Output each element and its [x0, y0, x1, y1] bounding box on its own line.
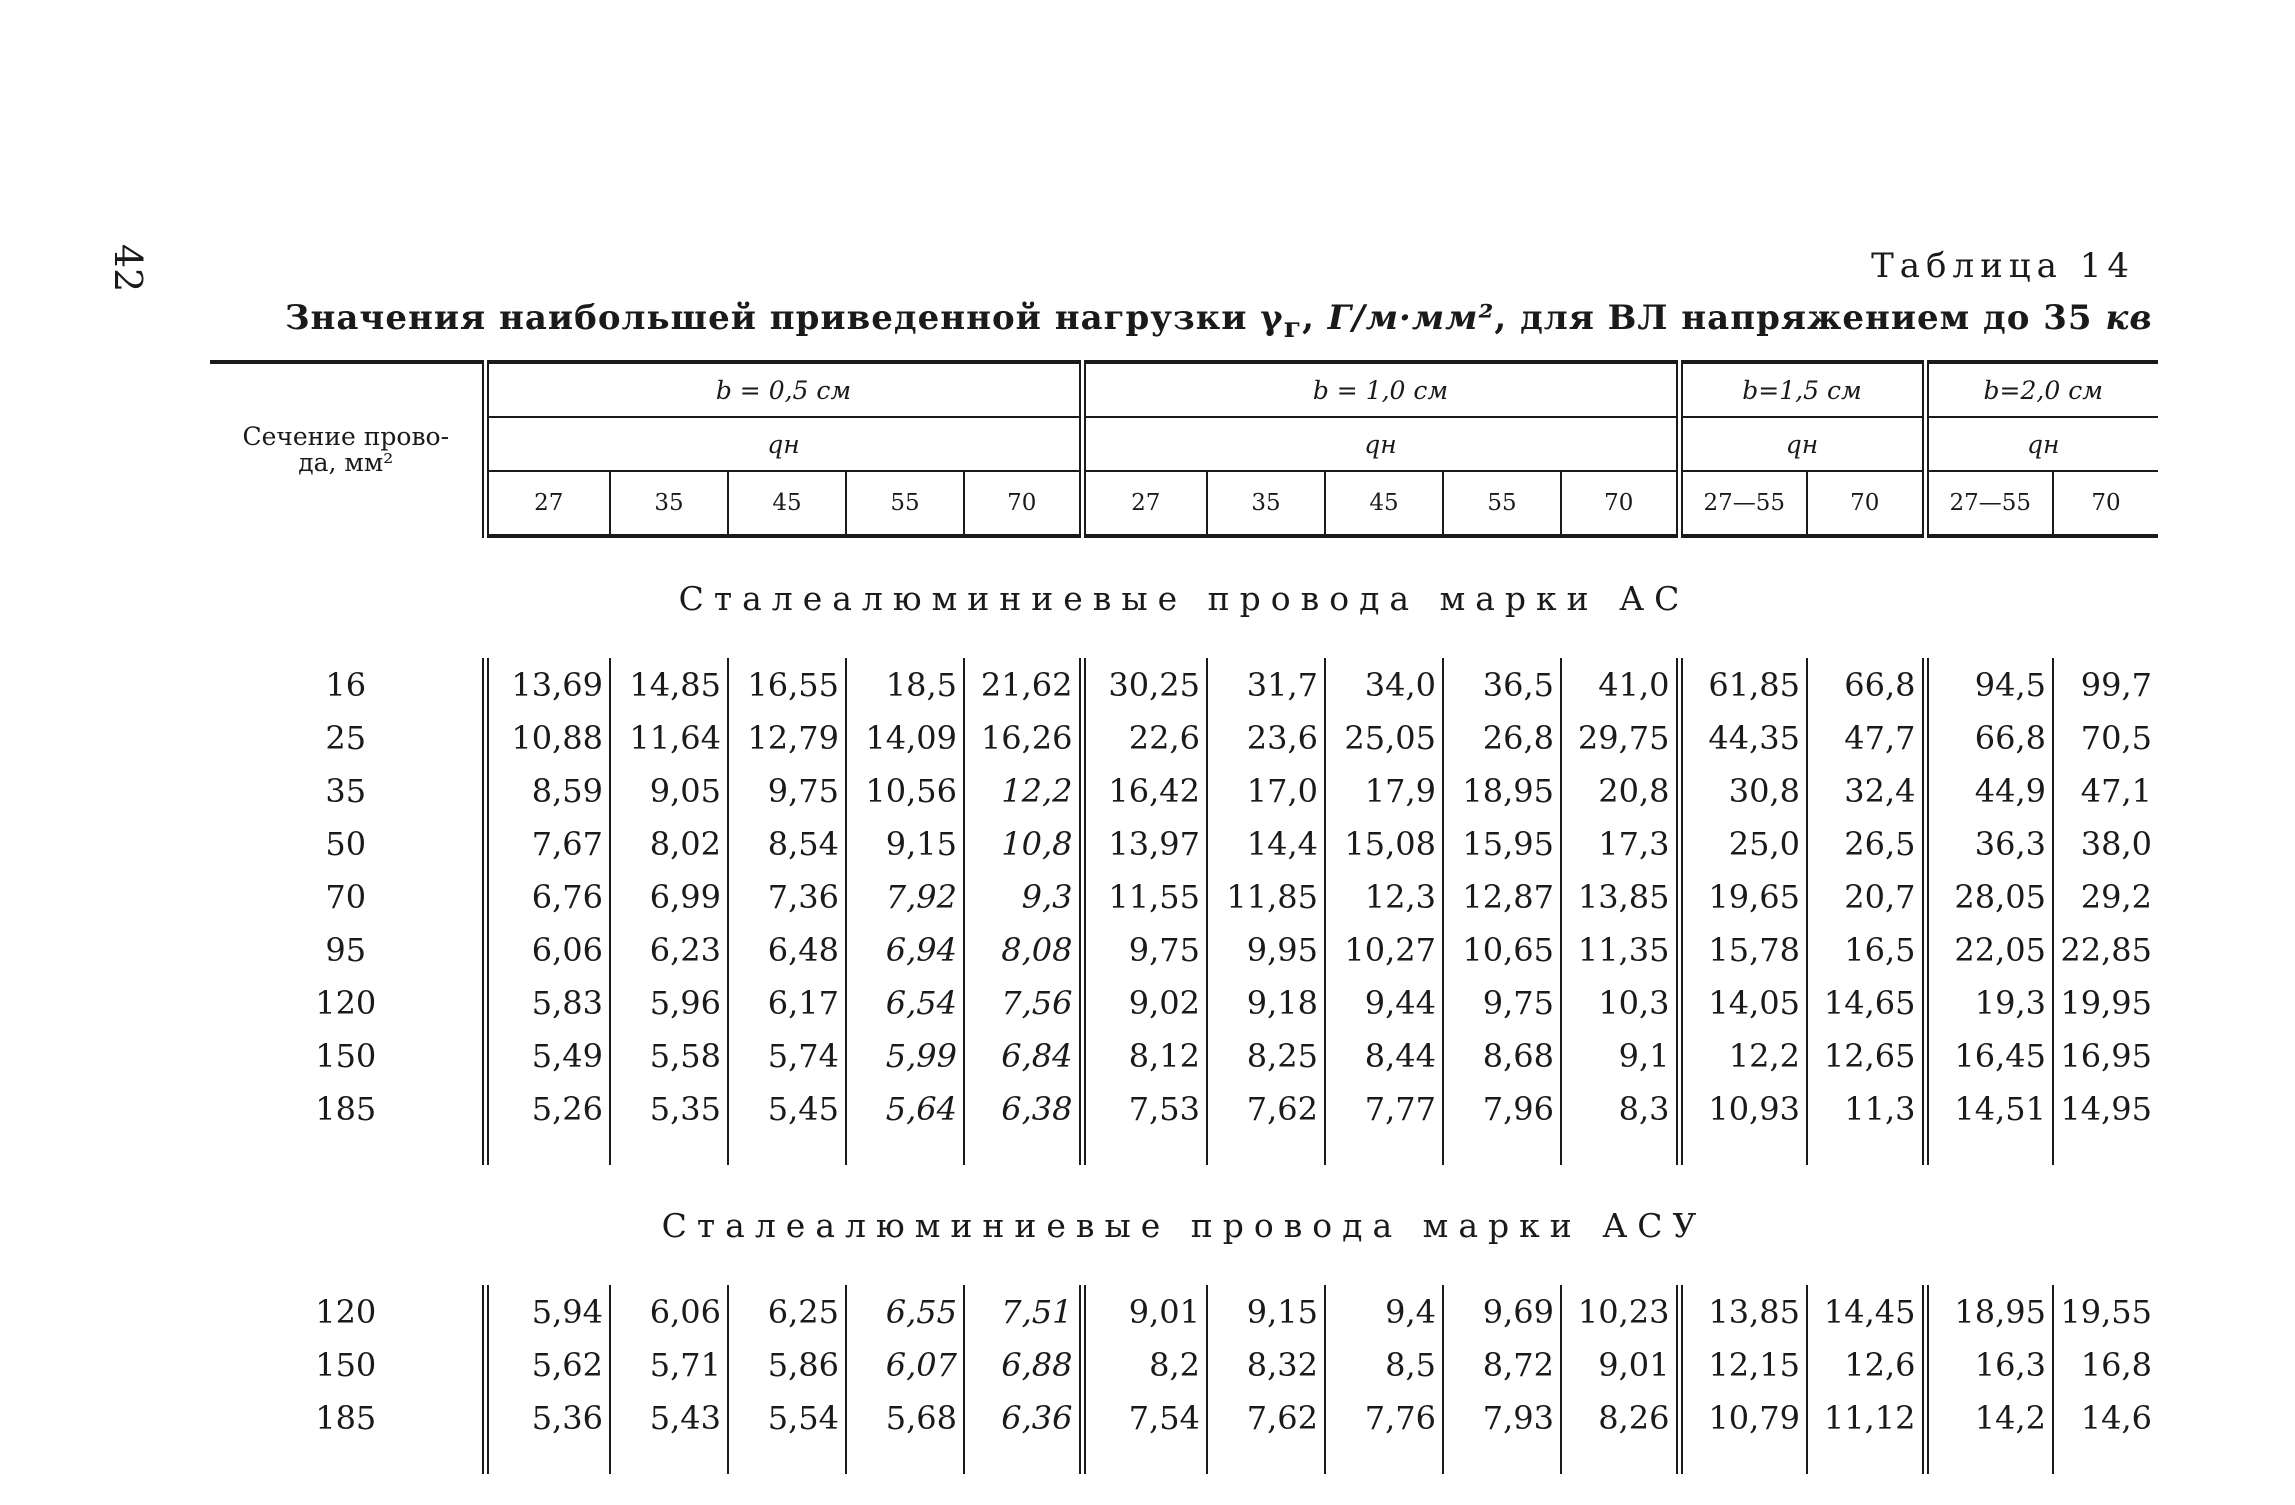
- subcol-header: 70: [1561, 471, 1679, 536]
- section-size-cell: 150: [315, 1345, 377, 1384]
- value-cell: 12,6: [1807, 1338, 1925, 1391]
- value-cell: 16,55: [728, 658, 846, 711]
- value-cell: 19,55: [2053, 1285, 2158, 1338]
- value-cell: 17,0: [1207, 764, 1325, 817]
- value-cell: 5,35: [610, 1082, 728, 1135]
- value-cell: 8,72: [1443, 1338, 1561, 1391]
- load-table: [210, 360, 2158, 1474]
- value-cell: 8,68: [1443, 1029, 1561, 1082]
- value-cell: 7,92: [846, 870, 964, 923]
- value-cell: 6,38: [964, 1082, 1082, 1135]
- value-cell: 8,02: [610, 817, 728, 870]
- subcol-header: 35: [610, 471, 728, 536]
- value-cell: 6,25: [728, 1285, 846, 1338]
- header-row-values: [210, 471, 2158, 536]
- tail-cell: [964, 1135, 1082, 1165]
- value-cell: 8,5: [1325, 1338, 1443, 1391]
- value-cell: 5,64: [846, 1082, 964, 1135]
- value-cell: 6,06: [485, 923, 610, 976]
- value-cell: 5,54: [728, 1391, 846, 1444]
- tail-cell: [210, 1444, 485, 1474]
- subcol-header: 45: [728, 471, 846, 536]
- value-cell: 7,62: [1207, 1391, 1325, 1444]
- value-cell: 7,56: [964, 976, 1082, 1029]
- value-cell: 14,4: [1207, 817, 1325, 870]
- value-cell: 14,65: [1807, 976, 1925, 1029]
- tail-cell: [1207, 1444, 1325, 1474]
- value-cell: 12,2: [964, 764, 1082, 817]
- section-tail-row: [210, 1135, 2158, 1165]
- subcol-header: 70: [964, 471, 1082, 536]
- section-size-cell: 95: [325, 930, 367, 969]
- value-cell: 19,65: [1679, 870, 1807, 923]
- value-cell: 10,65: [1443, 923, 1561, 976]
- tail-cell: [1925, 1444, 2053, 1474]
- value-cell: 14,05: [1679, 976, 1807, 1029]
- value-cell: 9,44: [1325, 976, 1443, 1029]
- section-size-cell: 120: [315, 983, 377, 1022]
- q-header-1: qн: [1082, 417, 1679, 471]
- tail-cell: [728, 1444, 846, 1474]
- value-cell: 13,97: [1082, 817, 1207, 870]
- tail-cell: [1807, 1135, 1925, 1165]
- table-title: [285, 298, 2153, 344]
- table-row: [210, 817, 2158, 870]
- subcol-header: 27: [485, 471, 610, 536]
- value-cell: 5,58: [610, 1029, 728, 1082]
- tail-cell: [1807, 1444, 1925, 1474]
- value-cell: 8,2: [1082, 1338, 1207, 1391]
- value-cell: 11,64: [610, 711, 728, 764]
- value-cell: 66,8: [1925, 711, 2053, 764]
- value-cell: 7,36: [728, 870, 846, 923]
- tail-cell: [485, 1444, 610, 1474]
- value-cell: 66,8: [1807, 658, 1925, 711]
- value-cell: 70,5: [2053, 711, 2158, 764]
- value-cell: 8,3: [1561, 1082, 1679, 1135]
- value-cell: 32,4: [1807, 764, 1925, 817]
- value-cell: 29,75: [1561, 711, 1679, 764]
- value-cell: 16,95: [2053, 1029, 2158, 1082]
- value-cell: 36,3: [1925, 817, 2053, 870]
- section-size-cell: 150: [315, 1036, 377, 1075]
- value-cell: 9,4: [1325, 1285, 1443, 1338]
- value-cell: 10,93: [1679, 1082, 1807, 1135]
- value-cell: 5,74: [728, 1029, 846, 1082]
- value-cell: 8,12: [1082, 1029, 1207, 1082]
- value-cell: 5,49: [485, 1029, 610, 1082]
- group-header-3: [1925, 362, 2158, 417]
- value-cell: 16,8: [2053, 1338, 2158, 1391]
- subcol-header: 70: [2053, 471, 2158, 536]
- value-cell: 30,8: [1679, 764, 1807, 817]
- value-cell: 34,0: [1325, 658, 1443, 711]
- tail-cell: [846, 1135, 964, 1165]
- section-size-cell: 120: [315, 1292, 377, 1331]
- group-label-2: b=1,5 см: [1742, 375, 1862, 405]
- value-cell: 12,79: [728, 711, 846, 764]
- value-cell: 11,12: [1807, 1391, 1925, 1444]
- value-cell: 9,15: [846, 817, 964, 870]
- section-title-row: [210, 536, 2158, 658]
- value-cell: 6,55: [846, 1285, 964, 1338]
- title-unit: Г/м·мм²: [1327, 298, 1495, 338]
- value-cell: 8,59: [485, 764, 610, 817]
- group-label-0: b = 0,5 см: [715, 375, 852, 405]
- section-title: Сталеалюминиевые провода марки АСУ: [661, 1205, 1707, 1245]
- subcol-header: 35: [1207, 471, 1325, 536]
- value-cell: 47,1: [2053, 764, 2158, 817]
- value-cell: 10,8: [964, 817, 1082, 870]
- value-cell: 7,53: [1082, 1082, 1207, 1135]
- section-size-cell: 16: [325, 665, 367, 704]
- value-cell: 15,08: [1325, 817, 1443, 870]
- value-cell: 7,93: [1443, 1391, 1561, 1444]
- value-cell: 26,8: [1443, 711, 1561, 764]
- group-header-1: [1082, 362, 1679, 417]
- value-cell: 12,15: [1679, 1338, 1807, 1391]
- tail-cell: [2053, 1135, 2158, 1165]
- value-cell: 10,56: [846, 764, 964, 817]
- value-cell: 6,76: [485, 870, 610, 923]
- tail-cell: [1082, 1135, 1207, 1165]
- table-label: Таблица 14: [1871, 246, 2135, 286]
- section-size-cell: 70: [325, 877, 367, 916]
- value-cell: 8,54: [728, 817, 846, 870]
- value-cell: 9,69: [1443, 1285, 1561, 1338]
- table-row: [210, 1391, 2158, 1444]
- value-cell: 6,17: [728, 976, 846, 1029]
- value-cell: 12,65: [1807, 1029, 1925, 1082]
- tail-cell: [1561, 1135, 1679, 1165]
- value-cell: 13,69: [485, 658, 610, 711]
- value-cell: 6,07: [846, 1338, 964, 1391]
- value-cell: 7,67: [485, 817, 610, 870]
- header-row-q: [210, 417, 2158, 471]
- value-cell: 8,44: [1325, 1029, 1443, 1082]
- value-cell: 12,87: [1443, 870, 1561, 923]
- tail-cell: [846, 1444, 964, 1474]
- value-cell: 31,7: [1207, 658, 1325, 711]
- value-cell: 38,0: [2053, 817, 2158, 870]
- section-tail-row: [210, 1444, 2158, 1474]
- value-cell: 25,05: [1325, 711, 1443, 764]
- value-cell: 11,35: [1561, 923, 1679, 976]
- value-cell: 5,86: [728, 1338, 846, 1391]
- value-cell: 26,5: [1807, 817, 1925, 870]
- tail-cell: [485, 1135, 610, 1165]
- title-part3: , для ВЛ напряжением до 35: [1494, 298, 2106, 338]
- value-cell: 22,05: [1925, 923, 2053, 976]
- section-header: [210, 362, 485, 536]
- value-cell: 10,3: [1561, 976, 1679, 1029]
- tail-cell: [1561, 1444, 1679, 1474]
- value-cell: 8,26: [1561, 1391, 1679, 1444]
- value-cell: 20,8: [1561, 764, 1679, 817]
- tail-cell: [1325, 1135, 1443, 1165]
- q-header-3: qн: [1925, 417, 2158, 471]
- value-cell: 13,85: [1561, 870, 1679, 923]
- table-row: [210, 923, 2158, 976]
- value-cell: 9,15: [1207, 1285, 1325, 1338]
- value-cell: 36,5: [1443, 658, 1561, 711]
- value-cell: 44,9: [1925, 764, 2053, 817]
- section-size-cell: 50: [325, 824, 367, 863]
- value-cell: 5,83: [485, 976, 610, 1029]
- section-size-cell: 25: [325, 718, 367, 757]
- value-cell: 9,01: [1082, 1285, 1207, 1338]
- value-cell: 10,79: [1679, 1391, 1807, 1444]
- tail-cell: [210, 1135, 485, 1165]
- tail-cell: [610, 1135, 728, 1165]
- value-cell: 7,62: [1207, 1082, 1325, 1135]
- value-cell: 7,54: [1082, 1391, 1207, 1444]
- value-cell: 18,95: [1443, 764, 1561, 817]
- title-part1: Значения наибольшей приведенной нагрузки γ: [285, 298, 1284, 338]
- value-cell: 9,05: [610, 764, 728, 817]
- value-cell: 10,27: [1325, 923, 1443, 976]
- value-cell: 6,36: [964, 1391, 1082, 1444]
- q-header-0: qн: [485, 417, 1082, 471]
- value-cell: 11,85: [1207, 870, 1325, 923]
- header-row-groups: [210, 362, 2158, 417]
- section-size-cell: 185: [315, 1398, 377, 1437]
- value-cell: 14,6: [2053, 1391, 2158, 1444]
- value-cell: 23,6: [1207, 711, 1325, 764]
- value-cell: 47,7: [1807, 711, 1925, 764]
- subcol-header: 45: [1325, 471, 1443, 536]
- value-cell: 17,9: [1325, 764, 1443, 817]
- value-cell: 10,88: [485, 711, 610, 764]
- value-cell: 5,96: [610, 976, 728, 1029]
- value-cell: 9,75: [1082, 923, 1207, 976]
- q-header-2: qн: [1679, 417, 1925, 471]
- value-cell: 6,88: [964, 1338, 1082, 1391]
- tail-cell: [610, 1444, 728, 1474]
- value-cell: 5,36: [485, 1391, 610, 1444]
- tail-cell: [964, 1444, 1082, 1474]
- tail-cell: [1925, 1135, 2053, 1165]
- value-cell: 17,3: [1561, 817, 1679, 870]
- section-size-cell: 35: [325, 771, 367, 810]
- table-row: [210, 976, 2158, 1029]
- group-header-2: [1679, 362, 1925, 417]
- value-cell: 22,6: [1082, 711, 1207, 764]
- table-row: [210, 658, 2158, 711]
- value-cell: 5,94: [485, 1285, 610, 1338]
- subcol-header: 27—55: [1925, 471, 2053, 536]
- value-cell: 25,0: [1679, 817, 1807, 870]
- value-cell: 5,43: [610, 1391, 728, 1444]
- value-cell: 14,45: [1807, 1285, 1925, 1338]
- value-cell: 16,45: [1925, 1029, 2053, 1082]
- section-title: Сталеалюминиевые провода марки АС: [678, 578, 1690, 618]
- value-cell: 44,35: [1679, 711, 1807, 764]
- title-unit2: кв: [2105, 298, 2153, 338]
- tail-cell: [1679, 1444, 1807, 1474]
- tail-cell: [1325, 1444, 1443, 1474]
- value-cell: 6,06: [610, 1285, 728, 1338]
- value-cell: 14,2: [1925, 1391, 2053, 1444]
- value-cell: 18,5: [846, 658, 964, 711]
- value-cell: 7,77: [1325, 1082, 1443, 1135]
- group-label-3: b=2,0 см: [1983, 375, 2103, 405]
- value-cell: 8,25: [1207, 1029, 1325, 1082]
- value-cell: 6,84: [964, 1029, 1082, 1082]
- value-cell: 5,45: [728, 1082, 846, 1135]
- value-cell: 20,7: [1807, 870, 1925, 923]
- value-cell: 14,51: [1925, 1082, 2053, 1135]
- table-row: [210, 1029, 2158, 1082]
- table-row: [210, 764, 2158, 817]
- value-cell: 9,75: [1443, 976, 1561, 1029]
- value-cell: 11,3: [1807, 1082, 1925, 1135]
- value-cell: 12,3: [1325, 870, 1443, 923]
- value-cell: 14,09: [846, 711, 964, 764]
- value-cell: 9,01: [1561, 1338, 1679, 1391]
- value-cell: 9,1: [1561, 1029, 1679, 1082]
- value-cell: 9,3: [964, 870, 1082, 923]
- value-cell: 16,5: [1807, 923, 1925, 976]
- value-cell: 6,94: [846, 923, 964, 976]
- value-cell: 28,05: [1925, 870, 2053, 923]
- value-cell: 19,3: [1925, 976, 2053, 1029]
- value-cell: 8,32: [1207, 1338, 1325, 1391]
- value-cell: 9,75: [728, 764, 846, 817]
- value-cell: 5,68: [846, 1391, 964, 1444]
- value-cell: 14,85: [610, 658, 728, 711]
- subcol-header: 55: [846, 471, 964, 536]
- subcol-header: 70: [1807, 471, 1925, 536]
- value-cell: 9,95: [1207, 923, 1325, 976]
- value-cell: 9,18: [1207, 976, 1325, 1029]
- group-header-0: [485, 362, 1082, 417]
- value-cell: 99,7: [2053, 658, 2158, 711]
- table-row: [210, 711, 2158, 764]
- title-part2: ,: [1302, 298, 1328, 338]
- value-cell: 6,23: [610, 923, 728, 976]
- section-header-line1: Сечение прово-: [242, 422, 450, 451]
- group-label-1: b = 1,0 см: [1312, 375, 1449, 405]
- value-cell: 11,55: [1082, 870, 1207, 923]
- value-cell: 7,96: [1443, 1082, 1561, 1135]
- subcol-header: 55: [1443, 471, 1561, 536]
- tail-cell: [1082, 1444, 1207, 1474]
- value-cell: 41,0: [1561, 658, 1679, 711]
- value-cell: 12,2: [1679, 1029, 1807, 1082]
- value-cell: 29,2: [2053, 870, 2158, 923]
- table-row: [210, 870, 2158, 923]
- table-row: [210, 1285, 2158, 1338]
- value-cell: 18,95: [1925, 1285, 2053, 1338]
- value-cell: 61,85: [1679, 658, 1807, 711]
- value-cell: 5,99: [846, 1029, 964, 1082]
- value-cell: 10,23: [1561, 1285, 1679, 1338]
- tail-cell: [1679, 1135, 1807, 1165]
- table-row: [210, 1338, 2158, 1391]
- value-cell: 94,5: [1925, 658, 2053, 711]
- value-cell: 14,95: [2053, 1082, 2158, 1135]
- value-cell: 16,26: [964, 711, 1082, 764]
- value-cell: 7,76: [1325, 1391, 1443, 1444]
- section-title-row: [210, 1165, 2158, 1285]
- value-cell: 9,02: [1082, 976, 1207, 1029]
- value-cell: 13,85: [1679, 1285, 1807, 1338]
- value-cell: 6,48: [728, 923, 846, 976]
- section-size-cell: 185: [315, 1089, 377, 1128]
- value-cell: 6,99: [610, 870, 728, 923]
- value-cell: 8,08: [964, 923, 1082, 976]
- section-header-line2: да, мм²: [298, 448, 394, 477]
- value-cell: 16,42: [1082, 764, 1207, 817]
- value-cell: 5,71: [610, 1338, 728, 1391]
- value-cell: 16,3: [1925, 1338, 2053, 1391]
- value-cell: 19,95: [2053, 976, 2158, 1029]
- page-number: 42: [106, 244, 150, 293]
- value-cell: 15,95: [1443, 817, 1561, 870]
- table-row: [210, 1082, 2158, 1135]
- tail-cell: [1443, 1444, 1561, 1474]
- value-cell: 6,54: [846, 976, 964, 1029]
- tail-cell: [728, 1135, 846, 1165]
- tail-cell: [2053, 1444, 2158, 1474]
- tail-cell: [1443, 1135, 1561, 1165]
- value-cell: 22,85: [2053, 923, 2158, 976]
- title-subscript: г: [1283, 309, 1303, 344]
- value-cell: 15,78: [1679, 923, 1807, 976]
- subcol-header: 27—55: [1679, 471, 1807, 536]
- subcol-header: 27: [1082, 471, 1207, 536]
- tail-cell: [1207, 1135, 1325, 1165]
- value-cell: 30,25: [1082, 658, 1207, 711]
- value-cell: 5,26: [485, 1082, 610, 1135]
- value-cell: 7,51: [964, 1285, 1082, 1338]
- value-cell: 21,62: [964, 658, 1082, 711]
- value-cell: 5,62: [485, 1338, 610, 1391]
